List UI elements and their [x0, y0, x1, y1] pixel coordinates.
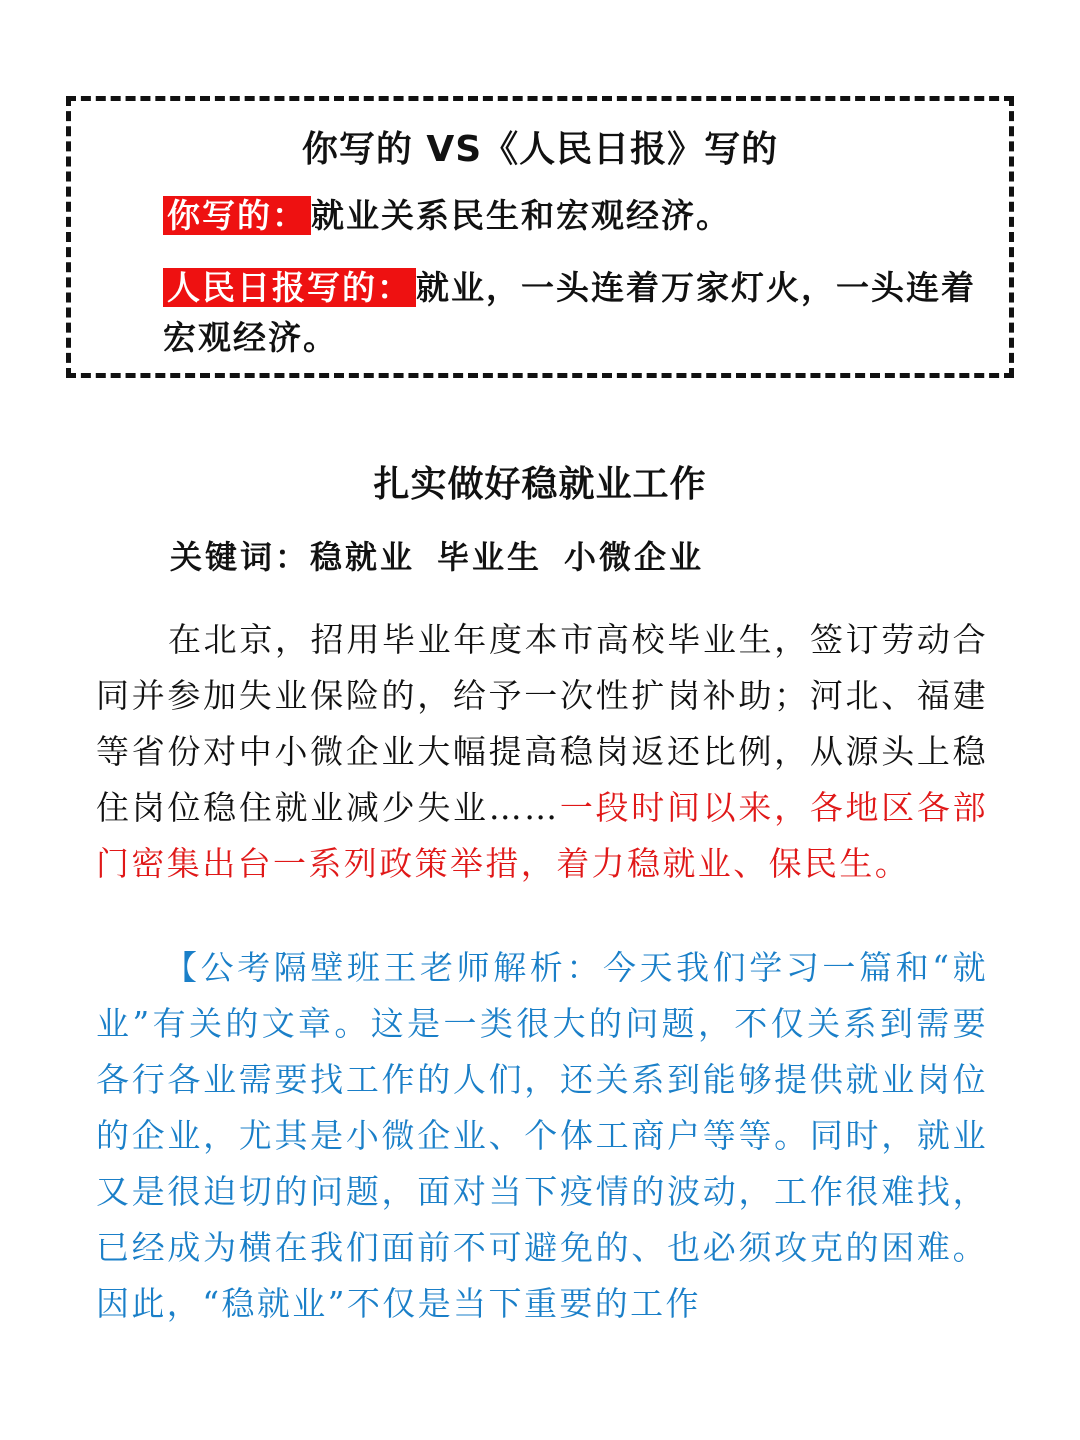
news-text: 在北京，招用毕业年度本市高校毕业生，签订劳动合同并参加失业保险的，给予一次性扩岗补助；河北、福建等省份对中小微企业大幅提高稳岗返还比例，从源头上稳住岗位稳住就业减少失业……	[96, 620, 988, 827]
analysis-paragraph: 【公考隔壁班王老师解析：今天我们学习一篇和“就业”有关的文章。这是一类很大的问题，不仅关系到需要各行各业需要找工作的人们，还关系到能够提供就业岗位的企业，尤其是小微企业、个体工商户等等。同时，就业又是很迫切的问题，面对当下疫情的波动，工作很难找，已经成为横在我们面前不可避免的、也必须攻克的困难。因此，“稳就业”不仅是当下重要的工作	[96, 948, 988, 1323]
rmrb-wrote-line	[91, 263, 995, 363]
you-wrote-line	[91, 191, 995, 241]
you-wrote-text: 就业关系民生和宏观经济。	[311, 196, 731, 235]
news-highlight: 一段时间以来，各地区各部门密集出台一系列政策举措，着力稳就业、保民生。	[96, 788, 988, 883]
rmrb-wrote-label: 人民日报写的：	[163, 268, 416, 307]
article-title: 扎实做好稳就业工作	[373, 463, 707, 505]
keywords-line	[170, 532, 726, 582]
keyword-item: 稳就业	[310, 538, 416, 576]
news-paragraph	[96, 612, 988, 892]
comparison-box	[66, 96, 1014, 378]
comparison-title: 你写的 VS《人民日报》写的	[301, 129, 779, 170]
keyword-item: 小微企业	[564, 538, 705, 576]
you-wrote-label: 你写的：	[163, 196, 311, 235]
keyword-item: 毕业生	[437, 538, 543, 576]
rmrb-wrote-text: 就业，一头连着万家灯火，一头连着宏观经济。	[163, 268, 976, 357]
keywords-label: 关键词：	[170, 538, 311, 576]
